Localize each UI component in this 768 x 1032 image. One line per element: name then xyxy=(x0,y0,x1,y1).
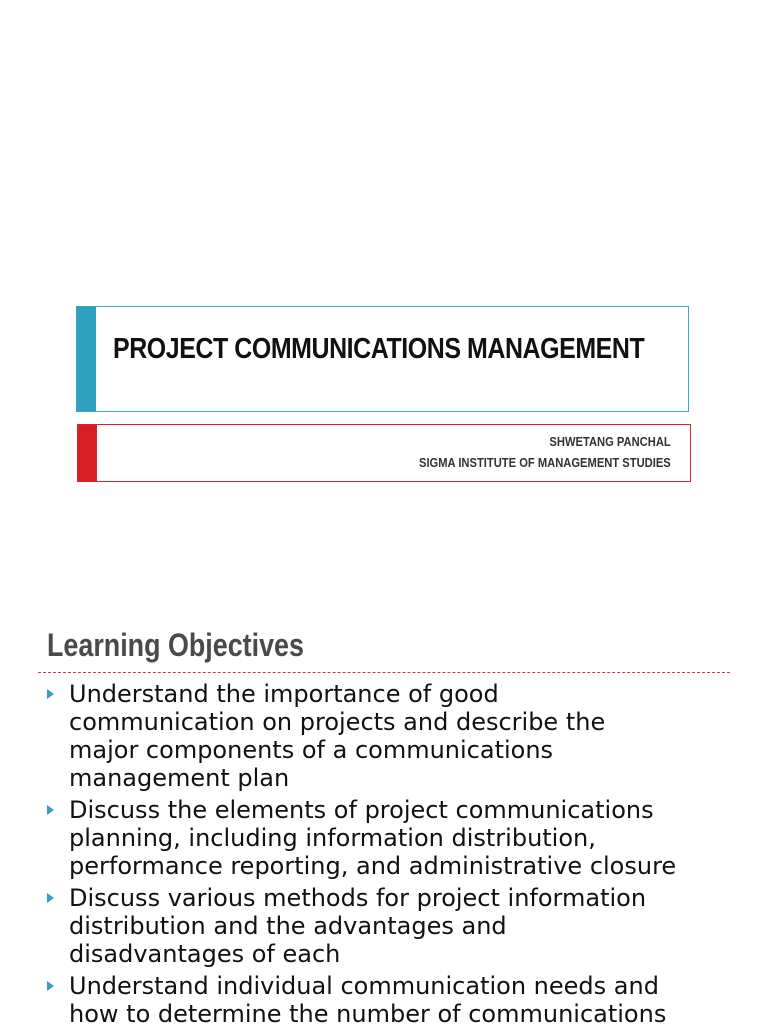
subtitle-lines xyxy=(419,431,671,473)
title-box xyxy=(76,306,689,412)
bullet-line: communication on projects and describe the xyxy=(69,708,606,736)
objectives-list xyxy=(45,680,745,1032)
list-item xyxy=(45,680,745,792)
list-item xyxy=(45,884,745,968)
subtitle-accent-bar xyxy=(78,425,97,481)
triangle-right-icon xyxy=(47,981,54,991)
author-name: SHWETANG PANCHAL xyxy=(549,434,671,449)
bullet-line: Understand the importance of good xyxy=(69,680,499,708)
bullet-line: how to determine the number of communications xyxy=(69,1000,667,1028)
slide-title: PROJECT COMMUNICATIONS MANAGEMENT xyxy=(113,333,645,365)
bullet-line: Understand individual communication needs and xyxy=(69,972,659,1000)
triangle-right-icon xyxy=(47,893,54,903)
bullet-line: Discuss various methods for project information xyxy=(69,884,647,912)
bullet-line: management plan xyxy=(69,764,290,792)
bullet-line: major components of a communications xyxy=(69,736,554,764)
title-accent-bar xyxy=(77,307,96,411)
section-heading: Learning Objectives xyxy=(47,627,304,663)
triangle-right-icon xyxy=(47,689,54,699)
bullet-line: disadvantages of each xyxy=(69,940,341,968)
bullet-line: performance reporting, and administrative closure xyxy=(69,852,677,880)
bullet-line: Discuss the elements of project communications xyxy=(69,796,654,824)
heading-divider xyxy=(38,672,730,673)
bullet-line: distribution and the advantages and xyxy=(69,912,507,940)
triangle-right-icon xyxy=(47,805,54,815)
list-item xyxy=(45,796,745,880)
list-item xyxy=(45,972,745,1028)
bullet-line: planning, including information distribution, xyxy=(69,824,596,852)
institution-name: SIGMA INSTITUTE OF MANAGEMENT STUDIES xyxy=(419,455,671,470)
subtitle-box xyxy=(77,424,691,482)
